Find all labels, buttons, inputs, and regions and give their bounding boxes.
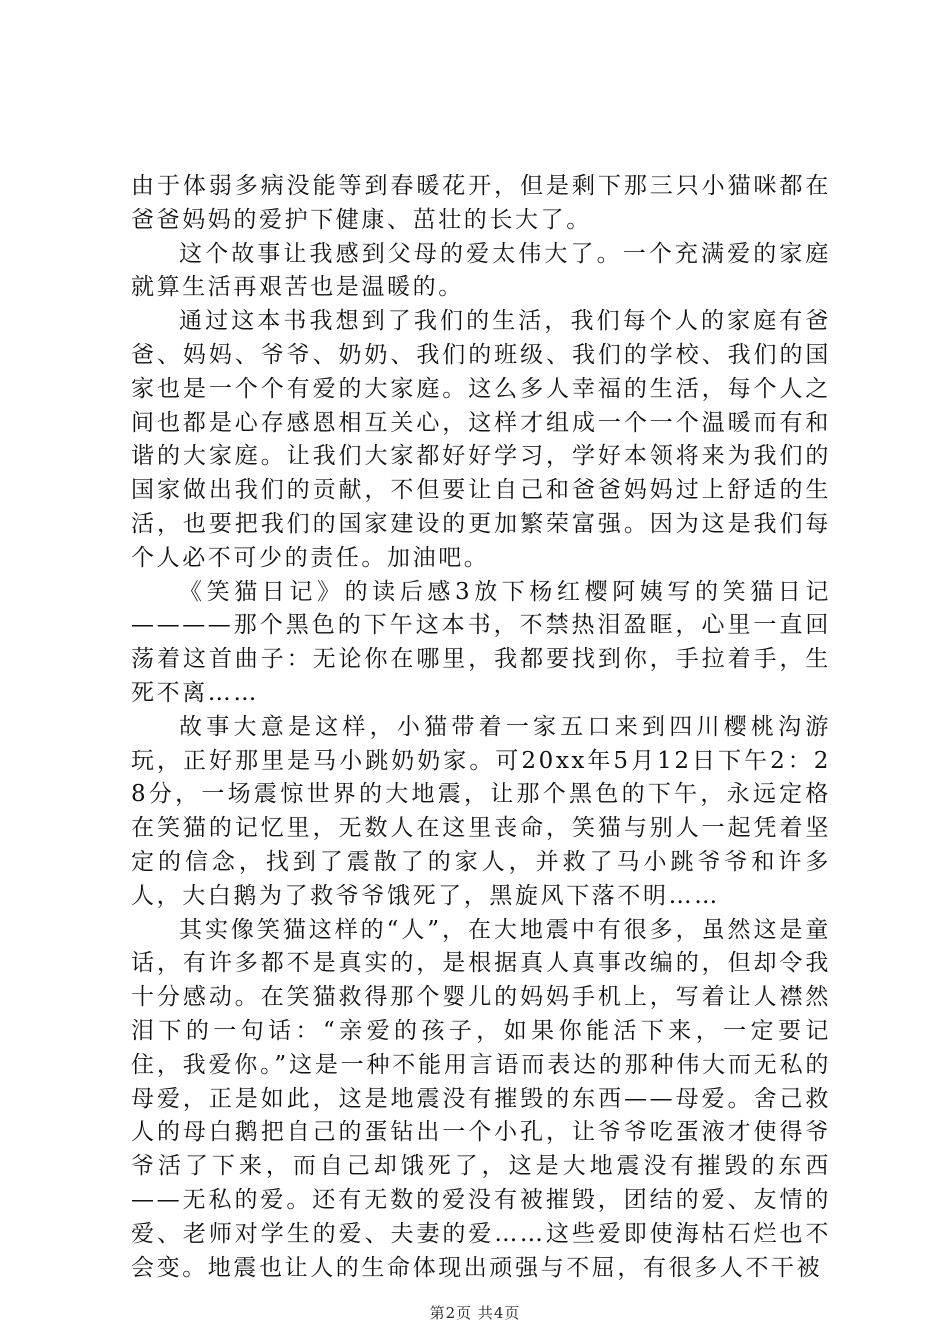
paragraph: 这个故事让我感到父母的爱太伟大了。一个充满爱的家庭就算生活再艰苦也是温暖的。 — [131, 240, 831, 301]
paragraph: 故事大意是这样，小猫带着一家五口来到四川樱桃沟游玩，正好那里是马小跳奶奶家。可20xx年5月12日下午2：28分，一场震惊世界的大地震，让那个黑色的下午，永远定格在笑猫的记忆里，无数人在这里丧命，笑猫与别人一起凭着坚定的信念，找到了震散了的家人，并救了马小跳爷爷和许多人，大白鹅为了救爷爷饿死了，黑旋风下落不明…… — [131, 713, 831, 909]
paragraph: 由于体弱多病没能等到春暖花开，但是剩下那三只小猫咪都在爸爸妈妈的爱护下健康、茁壮的长大了。 — [131, 173, 831, 233]
document-body — [131, 170, 831, 1285]
paragraph: 其实像笑猫这样的“人”，在大地震中有很多，虽然这是童话，有许多都不是真实的，是根据真人真事改编的，但却令我十分感动。在笑猫救得那个婴儿的妈妈手机上，写着让人襟然泪下的一句话：“亲爱的孩子，如果你能活下来，一定要记住，我爱你。”这是一种不能用言语而表达的那种伟大而无私的母爱，正是如此，这是地震没有摧毁的东西——母爱。舍己救人的母白鹅把自己的蛋钻出一个小孔，让爷爷吃蛋液才使得爷爷活了下来，而自己却饿死了，这是大地震没有摧毁的东西——无私的爱。还有无数的爱没有被摧毁，团结的爱、友情的爱、老师对学生的爱、夫妻的爱……这些爱即使海枯石烂也不会变。地震也让人的生命体现出顽强与不屈，有很多人不干被 — [131, 916, 831, 1281]
paragraph: 《笑猫日记》的读后感3放下杨红樱阿姨写的笑猫日记————那个黑色的下午这本书，不禁热泪盈眶，心里一直回荡着这首曲子：无论你在哪里，我都要找到你，手拉着手，生死不离…… — [131, 578, 831, 706]
paragraph: 通过这本书我想到了我们的生活，我们每个人的家庭有爸爸、妈妈、爷爷、奶奶、我们的班级、我们的学校、我们的国家也是一个个有爱的大家庭。这么多人幸福的生活，每个人之间也都是心存感恩相互关心，这样才组成一个一个温暖而有和谐的大家庭。让我们大家都好好学习，学好本领将来为我们的国家做出我们的贡献，不但要让自己和爸爸妈妈过上舒适的生活，也要把我们的国家建设的更加繁荣富强。因为这是我们每个人必不可少的责任。加油吧。 — [131, 308, 831, 571]
page-number-footer: 第2页 共4页 — [429, 1304, 521, 1322]
